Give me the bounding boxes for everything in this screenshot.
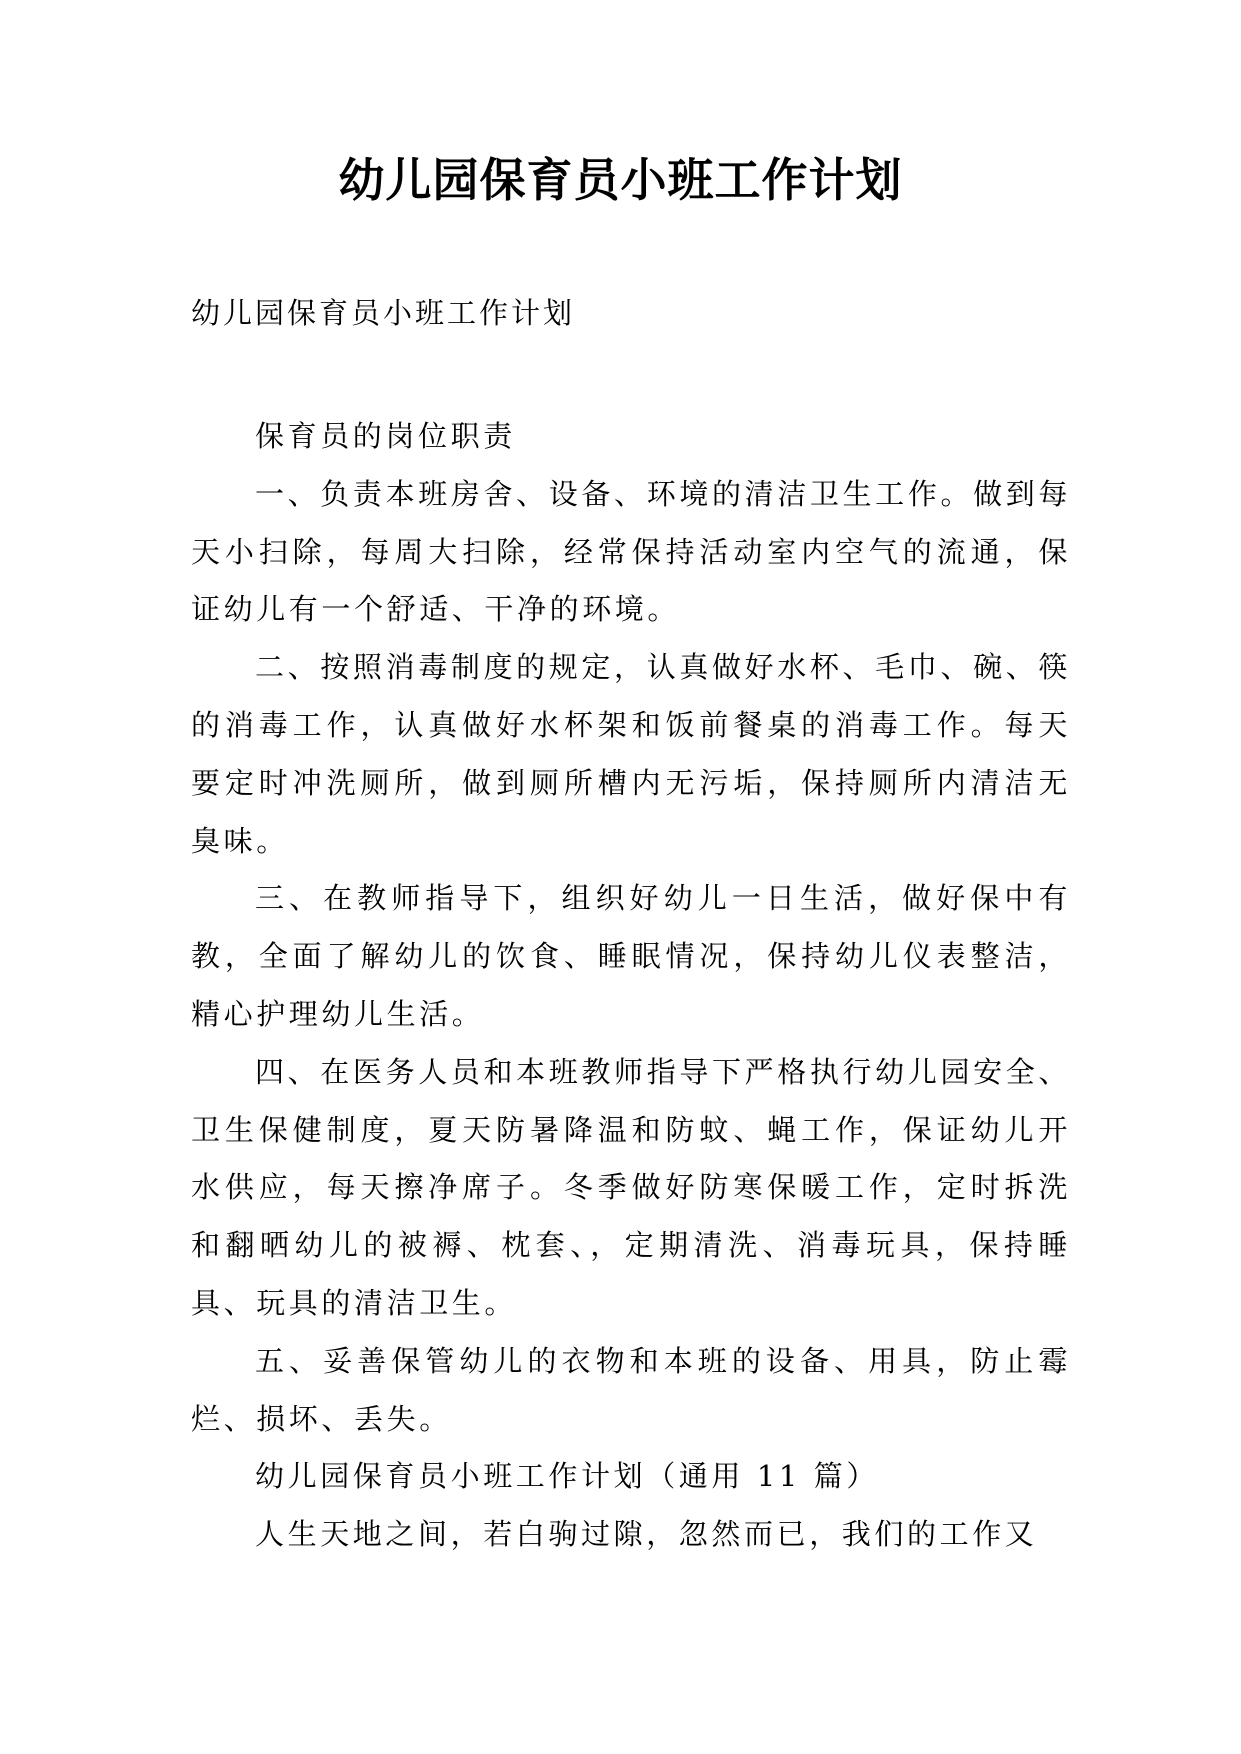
paragraph-duty-5: 五、妥善保管幼儿的衣物和本班的设备、用具，防止霉烂、损坏、丢失。: [191, 1343, 1071, 1436]
document-body: [191, 408, 1071, 1564]
paragraph-duties-heading: 保育员的岗位职责: [255, 419, 516, 453]
document-title: 幼儿园保育员小班工作计划: [338, 153, 903, 207]
paragraph-duty-4: 四、在医务人员和本班教师指导下严格执行幼儿园安全、卫生保健制度，夏天防暑降温和防蚊、蝇工作，保证幼儿开水供应，每天擦净席子。冬季做好防寒保暖工作，定时拆洗和翻晒幼儿的被褥、枕套、，定期清洗、消毒玩具，保持睡具、玩具的清洁卫生。: [191, 1054, 1071, 1320]
paragraph-duty-2: 二、按照消毒制度的规定，认真做好水杯、毛巾、碗、筷的消毒工作，认真做好水杯架和饭前餐桌的消毒工作。每天要定时冲洗厕所，做到厕所槽内无污垢，保持厕所内清洁无臭味。: [191, 650, 1071, 858]
paragraph-duty-1: 一、负责本班房舍、设备、环境的清洁卫生工作。做到每天小扫除，每周大扫除，经常保持活动室内空气的流通，保证幼儿有一个舒适、干净的环境。: [191, 476, 1071, 627]
paragraph-section-heading: 幼儿园保育员小班工作计划（通用 11 篇）: [255, 1459, 879, 1494]
paragraph-duty-3: 三、在教师指导下，组织好幼儿一日生活，做好保中有教，全面了解幼儿的饮食、睡眠情况，保持幼儿仪表整洁，精心护理幼儿生活。: [191, 881, 1071, 1031]
document-subtitle: 幼儿园保育员小班工作计划: [191, 296, 576, 330]
paragraph-intro: 人生天地之间，若白驹过隙，忽然而已，我们的工作又: [255, 1517, 1038, 1552]
